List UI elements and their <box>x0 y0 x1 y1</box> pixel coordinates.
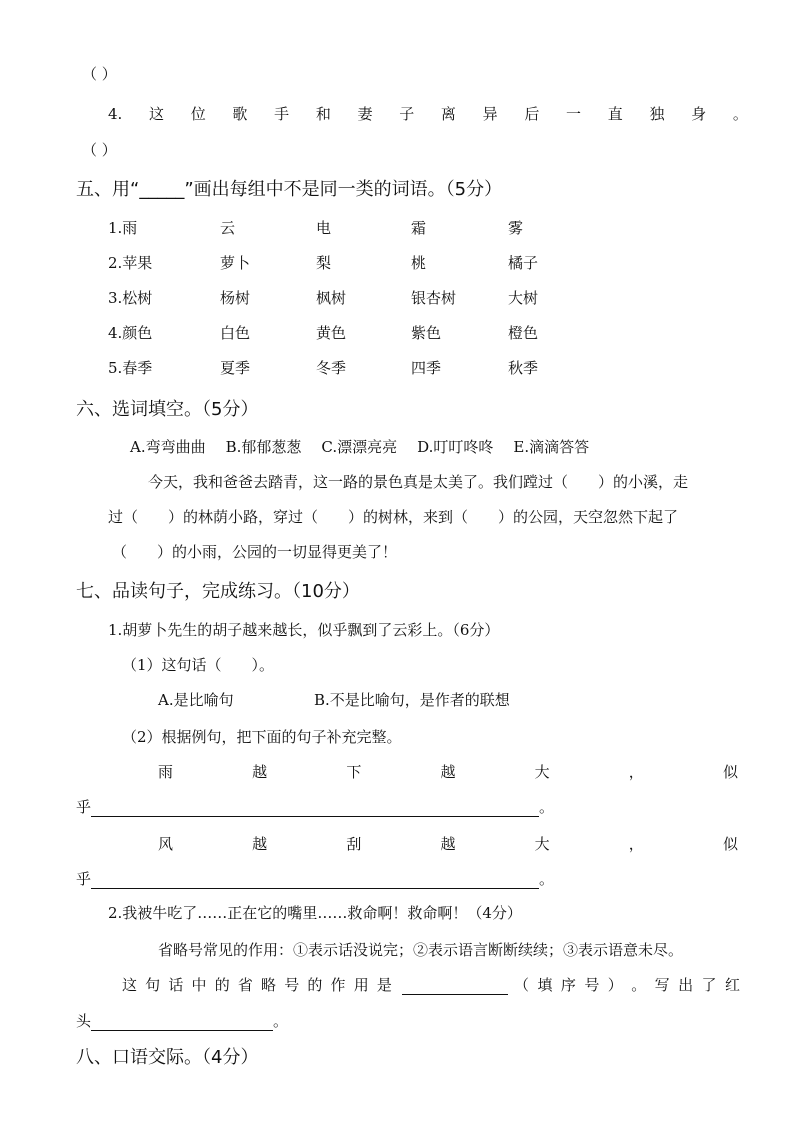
question-2-char: 出 <box>678 976 694 994</box>
question-4-char: 。 <box>732 105 748 123</box>
red-head-answer-blank[interactable] <box>91 1014 273 1031</box>
wind-sentence-char: 越 <box>252 835 268 853</box>
section-6-heading: 六、选词填空。（5分） <box>76 399 259 420</box>
hu-char: 乎 <box>76 798 92 816</box>
question-2: 2.我被牛吃了……正在它的嘴里……救命啊！救命啊！（4分） <box>108 904 522 922</box>
rain-answer-line <box>76 797 554 817</box>
answer-paren: （ ） <box>82 141 117 159</box>
red-head-answer-line <box>76 1011 288 1031</box>
question-4-char: 离 <box>440 105 456 123</box>
wind-answer-line <box>76 869 554 889</box>
wind-sentence-char: 似 <box>722 835 738 853</box>
question-2-char: 中 <box>191 976 207 994</box>
rain-sentence-char: 下 <box>346 763 362 781</box>
rain-sentence-char: ， <box>628 763 644 781</box>
word-choice-option: B.郁郁葱葱 <box>225 438 302 456</box>
answer-paren: （ ） <box>82 65 117 83</box>
word-option[interactable]: 白色 <box>220 324 251 342</box>
question-4-char: 身 <box>691 105 707 123</box>
section-8-heading: 八、口语交际。（4分） <box>76 1047 259 1068</box>
question-2-fill-line <box>122 975 740 995</box>
section-7-heading: 七、品读句子，完成练习。（10分） <box>76 581 360 602</box>
word-option[interactable]: 夏季 <box>220 359 251 377</box>
word-option[interactable]: 3.松树 <box>108 289 153 307</box>
question-1-option-a: A.是比喻句 <box>158 691 234 709</box>
word-option[interactable]: 银杏树 <box>411 289 457 307</box>
word-option[interactable]: 橘子 <box>508 254 539 272</box>
section-6-paragraph-line3: （ ）的小雨，公园的一切显得更美了！ <box>112 543 398 561</box>
rain-sentence-line <box>158 762 738 782</box>
question-2-char: 略 <box>261 976 277 994</box>
wind-sentence-char: 越 <box>440 835 456 853</box>
question-2-char: 号 <box>284 976 300 994</box>
word-option[interactable]: 冬季 <box>316 359 347 377</box>
wind-sentence-char: 刮 <box>346 835 362 853</box>
word-option[interactable]: 秋季 <box>508 359 539 377</box>
word-option[interactable]: 枫树 <box>316 289 347 307</box>
question-2-char: （ <box>514 976 530 994</box>
ellipsis-note: 省略号常见的作用：①表示话没说完；②表示语言断断续续；③表示语意未尽。 <box>158 941 684 959</box>
word-option[interactable]: 4.颜色 <box>108 324 153 342</box>
word-choice-option: A.弯弯曲曲 <box>130 438 206 456</box>
word-choice-option: C.漂漂亮亮 <box>321 438 398 456</box>
question-2-char: 写 <box>654 976 670 994</box>
question-4-char: 一 <box>566 105 582 123</box>
question-2-char: 红 <box>724 976 740 994</box>
word-option[interactable]: 1.雨 <box>108 219 138 237</box>
word-option[interactable]: 2.苹果 <box>108 254 153 272</box>
wind-sentence-line <box>158 834 738 854</box>
question-1-sub1: （1）这句话（ ）。 <box>122 656 275 674</box>
word-option[interactable]: 橙色 <box>508 324 539 342</box>
rain-answer-blank[interactable] <box>91 800 539 817</box>
hu-char: 乎 <box>76 870 92 888</box>
question-1: 1.胡萝卜先生的胡子越来越长，似乎飘到了云彩上。（6分） <box>108 621 500 639</box>
period: 。 <box>539 798 555 816</box>
question-4-char: 位 <box>190 105 206 123</box>
word-option[interactable]: 紫色 <box>411 324 442 342</box>
question-2-char: 句 <box>145 976 161 994</box>
question-2-char: 话 <box>168 976 184 994</box>
word-option[interactable]: 电 <box>316 219 332 237</box>
section-6-paragraph-line1: 今天，我和爸爸去踏青，这一路的景色真是太美了。我们蹚过（ ）的小溪，走 <box>148 473 689 491</box>
rain-sentence-char: 越 <box>440 763 456 781</box>
period: 。 <box>273 1012 289 1030</box>
wind-answer-blank[interactable] <box>91 872 539 889</box>
rain-sentence-char: 似 <box>722 763 738 781</box>
word-option[interactable]: 黄色 <box>316 324 347 342</box>
word-option[interactable]: 桃 <box>411 254 427 272</box>
word-option[interactable]: 雾 <box>508 219 524 237</box>
word-choice-option: E.滴滴答答 <box>513 438 590 456</box>
question-4-char: 独 <box>649 105 665 123</box>
question-4-char: 歌 <box>232 105 248 123</box>
question-2-char: 号 <box>584 976 600 994</box>
question-4-char: 子 <box>399 105 415 123</box>
question-1-option-b: B.不是比喻句，是作者的联想 <box>314 691 510 709</box>
section-5-heading: 五、用“_____”画出每组中不是同一类的词语。（5分） <box>76 179 503 200</box>
rain-sentence-char: 越 <box>252 763 268 781</box>
word-option[interactable]: 霜 <box>411 219 427 237</box>
question-4-char: 直 <box>607 105 623 123</box>
question-2-text-a <box>122 975 392 995</box>
wind-sentence-char: 大 <box>534 835 550 853</box>
word-option[interactable]: 梨 <box>316 254 332 272</box>
question-4-char: 妻 <box>357 105 373 123</box>
ellipsis-answer-blank[interactable] <box>402 978 508 995</box>
question-2-char: 。 <box>631 976 647 994</box>
question-2-char: 的 <box>307 976 323 994</box>
word-option[interactable]: 萝卜 <box>220 254 251 272</box>
wind-sentence-char: 风 <box>158 835 174 853</box>
question-2-char: ） <box>607 976 623 994</box>
word-choice-option: D.叮叮咚咚 <box>417 438 494 456</box>
question-4-char: 和 <box>315 105 331 123</box>
question-4-char: 这 <box>149 105 165 123</box>
question-4-char: 异 <box>482 105 498 123</box>
word-option[interactable]: 杨树 <box>220 289 251 307</box>
word-option[interactable]: 大树 <box>508 289 539 307</box>
word-option[interactable]: 四季 <box>411 359 442 377</box>
question-4-char: 后 <box>524 105 540 123</box>
question-4-line <box>108 104 748 124</box>
period: 。 <box>539 870 555 888</box>
question-2-char: 用 <box>353 976 369 994</box>
question-2-char: 的 <box>214 976 230 994</box>
section-6-paragraph-line2: 过（ ）的林荫小路，穿过（ ）的树林，来到（ ）的公园，天空忽然下起了 <box>108 508 679 526</box>
question-2-char: 填 <box>537 976 553 994</box>
section-6-options <box>130 437 609 457</box>
question-2-char: 序 <box>560 976 576 994</box>
question-4-char: 4. <box>108 105 123 123</box>
question-1-sub2: （2）根据例句，把下面的句子补充完整。 <box>122 728 402 746</box>
question-2-char: 省 <box>237 976 253 994</box>
word-option[interactable]: 云 <box>220 219 236 237</box>
question-2-char: 这 <box>122 976 138 994</box>
question-2-char: 作 <box>330 976 346 994</box>
question-2-text-b <box>514 975 740 995</box>
question-2-char: 是 <box>376 976 392 994</box>
question-2-char: 了 <box>701 976 717 994</box>
wind-sentence-char: ， <box>628 835 644 853</box>
word-option[interactable]: 5.春季 <box>108 359 153 377</box>
rain-sentence-char: 雨 <box>158 763 174 781</box>
rain-sentence-char: 大 <box>534 763 550 781</box>
tou-char: 头 <box>76 1012 92 1030</box>
question-4-char: 手 <box>274 105 290 123</box>
